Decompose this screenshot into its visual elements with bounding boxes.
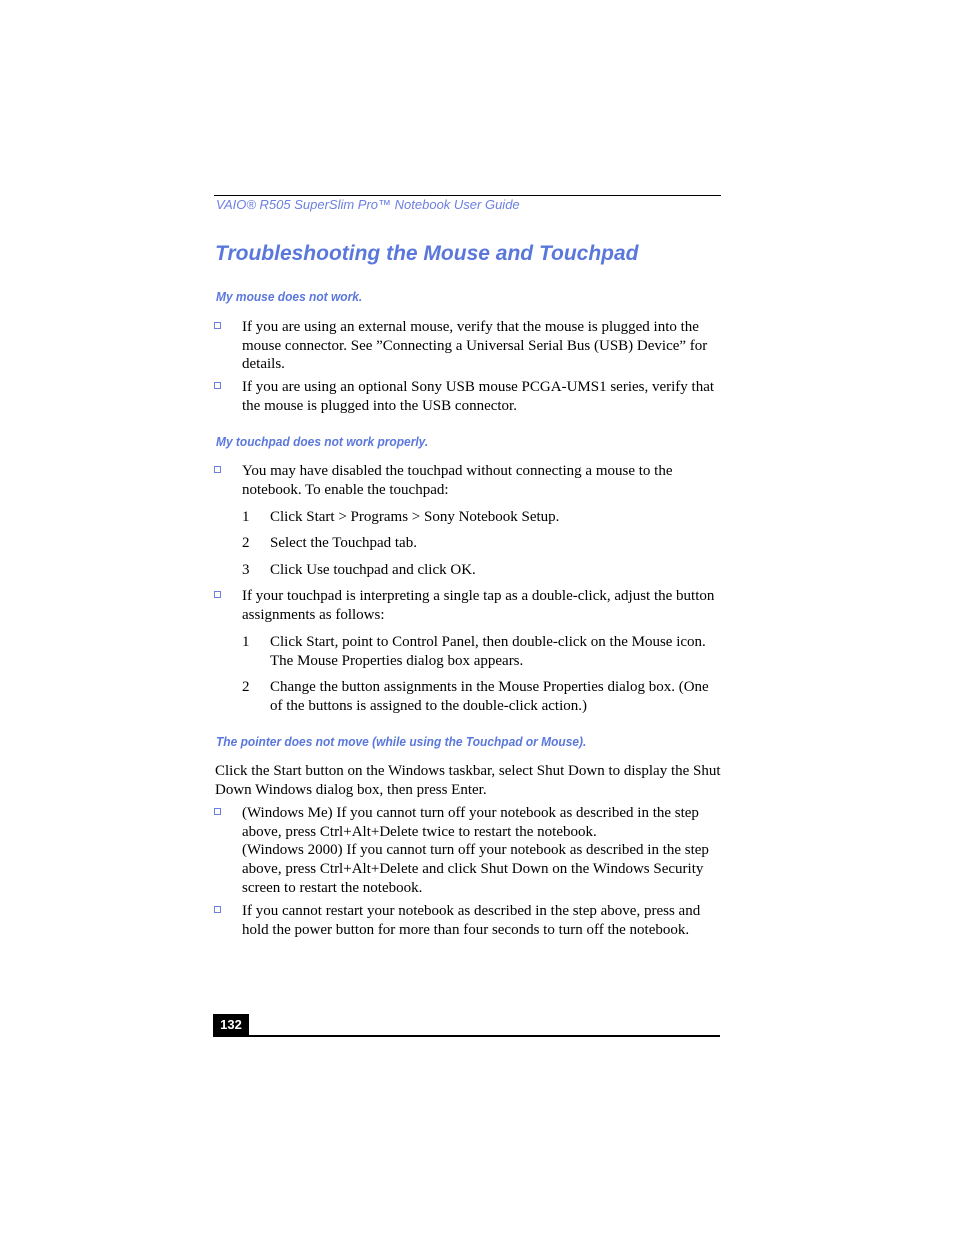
page-number: 132 bbox=[220, 1017, 242, 1032]
bullet-text: If you are using an optional Sony USB mouse PCGA-UMS1 series, verify that the mouse is plugged into the USB connector. bbox=[242, 379, 715, 414]
checkbox-bullet-icon bbox=[214, 591, 221, 598]
page-title: Troubleshooting the Mouse and Touchpad bbox=[215, 242, 639, 265]
section-heading-pointer: The pointer does not move (while using the Touchpad or Mouse). bbox=[216, 734, 587, 749]
step-text: Select the Touchpad tab. bbox=[270, 535, 417, 551]
step-number: 2 bbox=[242, 679, 250, 695]
section-heading-mouse: My mouse does not work. bbox=[216, 289, 363, 304]
step-number: 1 bbox=[242, 509, 250, 525]
step-number: 2 bbox=[242, 535, 250, 551]
step-text: Change the button assignments in the Mouse Properties dialog box. (One of the buttons is assigned to the double-click action.) bbox=[270, 679, 709, 714]
bullet-text-continued: (Windows 2000) If you cannot turn off your notebook as described in the step above, press Ctrl+Alt+Delete and click Shut Down on the Windows Security screen to restart the notebook. bbox=[242, 842, 709, 896]
header-rule bbox=[214, 195, 721, 196]
step-text: Click Start, point to Control Panel, then double-click on the Mouse icon. The Mouse Properties dialog box appears. bbox=[270, 634, 706, 669]
bullet-text: If you cannot restart your notebook as described in the step above, press and hold the power button for more than four seconds to turn off the notebook. bbox=[242, 903, 701, 938]
step-number: 3 bbox=[242, 562, 250, 578]
bullet-text-group bbox=[242, 804, 720, 898]
checkbox-bullet-icon bbox=[214, 808, 221, 815]
step-number: 1 bbox=[242, 634, 250, 650]
footer-rule bbox=[213, 1035, 720, 1037]
page-number-badge bbox=[213, 1014, 249, 1036]
checkbox-bullet-icon bbox=[214, 382, 221, 389]
bullet-text: If you are using an external mouse, verify that the mouse is plugged into the mouse connector. See ”Connecting a Universal Serial Bus (USB) Device” for details. bbox=[242, 319, 708, 373]
checkbox-bullet-icon bbox=[214, 906, 221, 913]
running-header: VAIO® R505 SuperSlim Pro™ Notebook User Guide bbox=[216, 197, 520, 212]
checkbox-bullet-icon bbox=[214, 466, 221, 473]
intro-paragraph: Click the Start button on the Windows taskbar, select Shut Down to display the Shut Down Windows dialog box, then press Enter. bbox=[215, 763, 721, 798]
step-text: Click Start > Programs > Sony Notebook Setup. bbox=[270, 509, 560, 525]
section-heading-touchpad: My touchpad does not work properly. bbox=[216, 434, 429, 449]
bullet-text: You may have disabled the touchpad without connecting a mouse to the notebook. To enable the touchpad: bbox=[242, 463, 673, 498]
bullet-text: (Windows Me) If you cannot turn off your notebook as described in the step above, press Ctrl+Alt+Delete twice to restart the notebook. bbox=[242, 805, 699, 840]
step-text: Click Use touchpad and click OK. bbox=[270, 562, 476, 578]
checkbox-bullet-icon bbox=[214, 322, 221, 329]
bullet-text: If your touchpad is interpreting a single tap as a double-click, adjust the button assignments as follows: bbox=[242, 588, 715, 623]
